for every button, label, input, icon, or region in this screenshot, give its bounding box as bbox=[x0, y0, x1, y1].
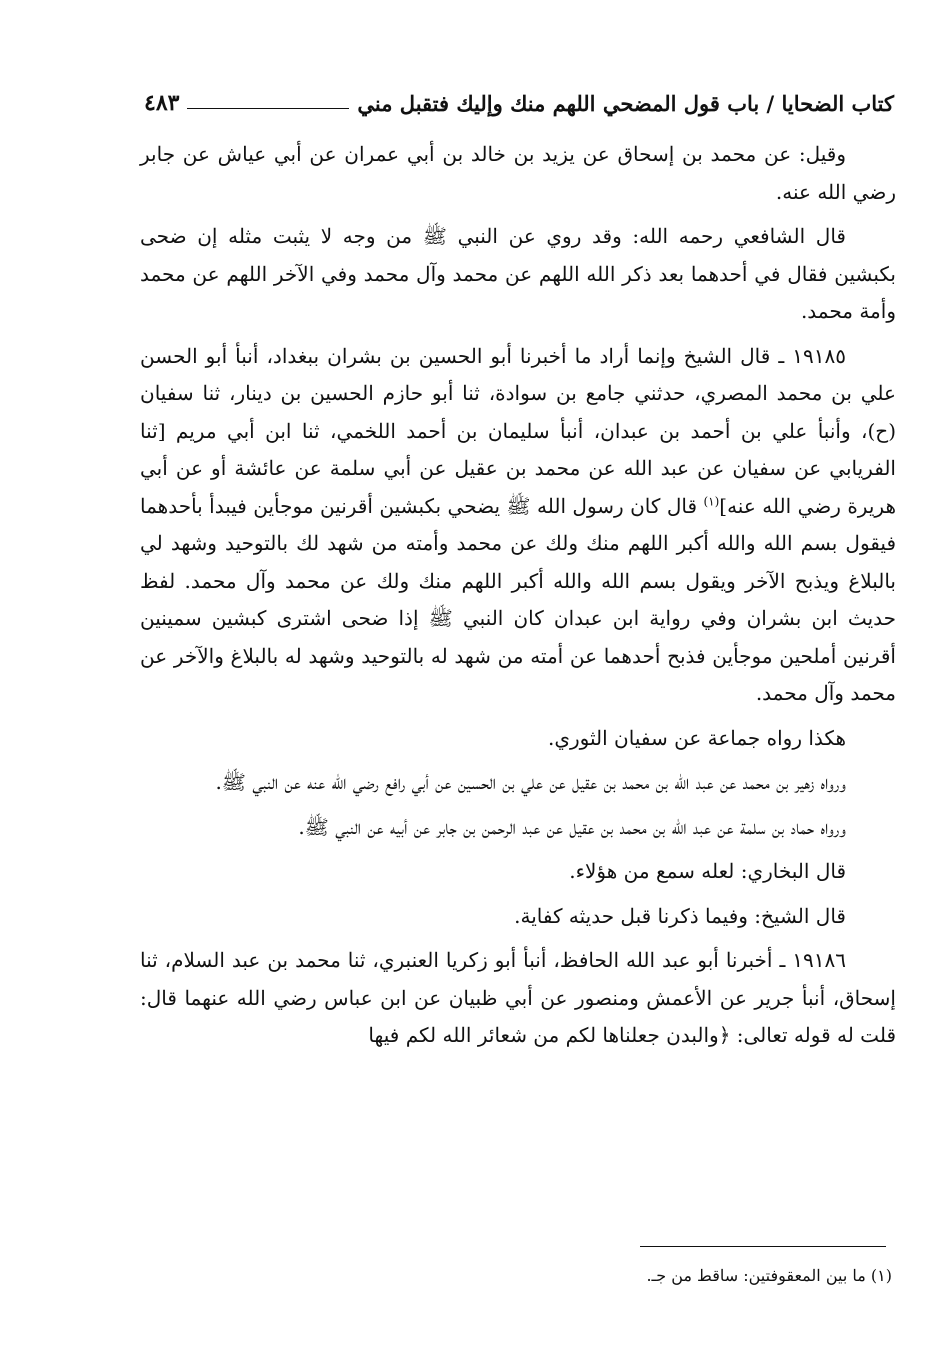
paragraph: ورواه زهير بن محمد عن عبد الله بن محمد بن عقيل عن علي بن الحسين عن أبي رافع رضي الله عنه عن النبي ﷺ. bbox=[215, 770, 846, 794]
footnote-divider bbox=[640, 1246, 886, 1247]
running-header-title: كتاب الضحايا / باب قول المضحي اللهم منك وإليك فتقبل مني bbox=[357, 90, 894, 116]
paragraph: قال البخاري: لعله سمع من هؤلاء. bbox=[569, 859, 846, 883]
main-text bbox=[140, 136, 896, 1062]
paragraph: قال الشافعي رحمه الله: وقد روي عن النبي ﷺ من وجه لا يثبت مثله إن ضحى بكبشين فقال في أحدهما بعد ذكر الله اللهم عن محمد وآل محمد وفي الآخر اللهم عن محمد وأمة محمد. bbox=[140, 224, 896, 323]
paragraph: هكذا رواه جماعة عن سفيان الثوري. bbox=[548, 725, 846, 750]
paragraph-hadith-19186: ١٩١٨٦ ـ أخبرنا أبو عبد الله الحافظ، أنبأ أبو زكريا العنبري، ثنا محمد بن عبد السلام، ثنا إسحاق، أنبأ جرير عن الأعمش ومنصور عن أبي ظبيان عن ابن عباس رضي الله عنهما قال: قلت له قوله تعالى: ﴿والبدن جعلناها لكم من شعائر الله لكم فيها bbox=[140, 948, 896, 1047]
header-rule bbox=[187, 108, 349, 109]
paragraph: ورواه حماد بن سلمة عن عبد الله بن محمد بن عقيل عن عبد الرحمن بن جابر عن أبيه عن النبي ﷺ. bbox=[298, 814, 846, 839]
page-number: ٤٨٣ bbox=[144, 90, 180, 116]
paragraph: وقيل: عن محمد بن إسحاق عن يزيد بن خالد بن أبي عمران عن أبي عياش عن جابر رضي الله عنه. bbox=[140, 142, 896, 204]
footnote: (١) ما بين المعقوفتين: ساقط من جـ. bbox=[646, 1266, 892, 1285]
paragraph: قال الشيخ: وفيما ذكرنا قبل حديثه كفاية. bbox=[514, 903, 846, 928]
paragraph-text: قال كان رسول الله ﷺ يضحي بكبشين أقرنين موجأين فيبدأ بأحدهما فيقول بسم الله والله أكبر اللهم منك ولك عن محمد وأمته من شهد لك بالتوحيد وشهد لي بالبلاغ ويذبح الآخر ويقول بسم الله والله أكبر اللهم منك ولك عن محمد وآل محمد. لفظ حديث ابن بشران وفي رواية ابن عبدان كان النبي ﷺ إذا ضحى اشترى كبشين سمينين أقرنين أملحين موجأين فذبح أحدهما عن أمته من شهد له بالتوحيد وشهد له بالبلاغ والآخر عن محمد وآل محمد. bbox=[140, 493, 896, 705]
paragraph-text: ١٩١٨٥ ـ قال الشيخ وإنما أراد ما أخبرنا أبو الحسين بن بشران ببغداد، أنبأ أبو الحسن علي بن محمد المصري، حدثني جامع بن سوادة، ثنا أبو حازم الحسين بن دينار، ثنا سفيان (ح)، وأنبأ علي بن أحمد بن عبدان، أنبأ سليمان بن أحمد اللخمي، ثنا ابن أبي مريم [ثنا الفريابي عن سفيان عن عبد الله عن محمد بن عقيل عن أبي سلمة عن عائشة أو عن أبي هريرة رضي الله عنه] bbox=[140, 343, 896, 518]
footnote-reference: (١) bbox=[703, 493, 720, 508]
paragraph-hadith-19185 bbox=[140, 338, 896, 713]
running-header bbox=[144, 86, 894, 120]
